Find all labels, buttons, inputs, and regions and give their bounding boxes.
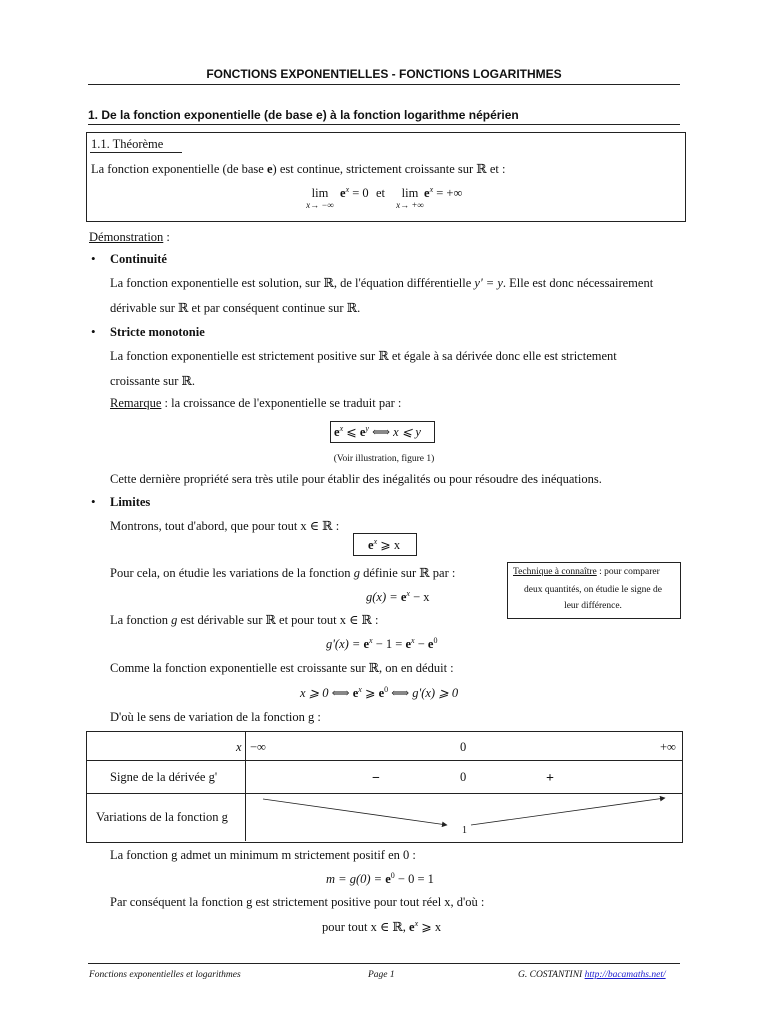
bullet: • — [91, 251, 96, 266]
limit-minus-infinity: lim x→ −∞ — [306, 186, 334, 210]
table-x-pos-inf: +∞ — [660, 740, 676, 754]
technique-line3: leur différence. — [564, 601, 622, 611]
derivative-line: La fonction g est dérivable sur ℝ et pour tout x ∈ ℝ : — [110, 613, 379, 627]
study-line: Pour cela, on étudie les variations de la fonction g définie sur ℝ par : — [110, 566, 456, 580]
technique-line1: Technique à connaître : pour comparer — [513, 567, 660, 577]
monotony-after: Cette dernière propriété sera très utile pour établir des inégalités ou pour résoudre des inéquations. — [110, 472, 602, 486]
bullet: • — [91, 324, 96, 339]
final-statement: pour tout x ∈ ℝ, $e^x$ ⩾ x — [322, 919, 442, 934]
table-sign-plus: + — [546, 771, 554, 786]
increasing-line: Comme la fonction exponentielle est croissante sur ℝ, on en déduit : — [110, 661, 454, 675]
gprime-equation: $g'(x) = e^x - 1 = e^x - e^0$ — [326, 636, 438, 651]
theorem-label: 1.1. Théorème — [91, 137, 164, 151]
and-word: et — [376, 186, 386, 200]
increasing-arrow — [471, 798, 665, 825]
table-row3-label: Variations de la fonction g — [96, 810, 228, 824]
equivalence-chain: x ⩾ 0 ⟺ $e^x$ ⩾ $e^0$ ⟺ g'(x) ⩾ 0 — [300, 685, 459, 700]
footer-author: G. COSTANTINI http://bacamaths.net/ — [518, 970, 666, 980]
continuity-line2: dérivable sur ℝ et par conséquent continue sur ℝ. — [110, 301, 361, 315]
monotony-title: Stricte monotonie — [110, 325, 205, 339]
m-equation: $m = g(0) = e^0 - 0 = 1$ — [326, 871, 434, 886]
limits-show-line: Montrons, tout d'abord, que pour tout x ∈ ℝ : — [110, 519, 340, 533]
table-sign-minus: − — [372, 771, 380, 786]
table-rule-1 — [86, 760, 683, 761]
bullet: • — [91, 494, 96, 509]
variation-line: D'où le sens de variation de la fonction g : — [110, 710, 321, 724]
equivalence-formula: $e^x$ ⩽ $e^y$ ⟺ x ⩽ y — [334, 424, 421, 439]
theorem-label-rule — [90, 152, 182, 153]
footer-rule — [88, 963, 680, 964]
theorem-text: La fonction exponentielle (de base e) est continue, strictement croissante sur ℝ et : — [91, 162, 506, 176]
limit-plus-expr: $e^x$ = +∞ — [424, 185, 463, 200]
monotony-line2: croissante sur ℝ. — [110, 374, 196, 388]
continuity-line1: La fonction exponentielle est solution, sur ℝ, de l'équation différentielle y' = y. Elle est donc nécessairement — [110, 276, 654, 290]
table-sign-zero: 0 — [460, 770, 467, 784]
continuity-title: Continuité — [110, 252, 167, 266]
limits-title: Limites — [110, 495, 151, 509]
table-minimum-value: 1 — [462, 825, 467, 836]
table-x-zero: 0 — [460, 740, 467, 754]
remark: Remarque : la croissance de l'exponentielle se traduit par : — [110, 396, 402, 410]
technique-line2: deux quantités, on étudie le signe de — [524, 585, 662, 595]
theorem-box — [86, 132, 686, 222]
demo-label: Démonstration : — [89, 230, 170, 244]
footer-link[interactable]: http://bacamaths.net/ — [584, 970, 666, 980]
table-row2-label: Signe de la dérivée g' — [110, 770, 218, 784]
positive-line: Par conséquent la fonction g est strictement positive pour tout réel x, d'où : — [110, 895, 485, 909]
section-rule — [88, 124, 680, 125]
section-title: 1. De la fonction exponentielle (de base e) à la fonction logarithme népérien — [88, 108, 519, 122]
footer-left: Fonctions exponentielles et logarithmes — [89, 970, 241, 980]
footer-page: Page 1 — [368, 970, 395, 980]
minimum-line: La fonction g admet un minimum m strictement positif en 0 : — [110, 848, 416, 862]
monotony-line1: La fonction exponentielle est strictement positive sur ℝ et égale à sa dérivée donc elle est strictement — [110, 349, 617, 363]
limit-minus-expr: $e^x = 0$ — [340, 185, 369, 200]
g-definition: $g(x) = e^x - x$ — [366, 589, 430, 604]
boxed-inequality-formula: $e^x$ ⩾ x — [368, 537, 401, 552]
limit-plus-infinity: lim x→ +∞ — [396, 186, 424, 210]
page-header-title: FONCTIONS EXPONENTIELLES - FONCTIONS LOGARITHMES — [206, 67, 562, 81]
header-rule — [88, 84, 680, 85]
illustration-caption: (Voir illustration, figure 1) — [333, 454, 435, 464]
table-row1-label: x — [236, 740, 242, 754]
decreasing-arrow — [263, 799, 447, 825]
table-x-neg-inf: −∞ — [250, 740, 266, 754]
